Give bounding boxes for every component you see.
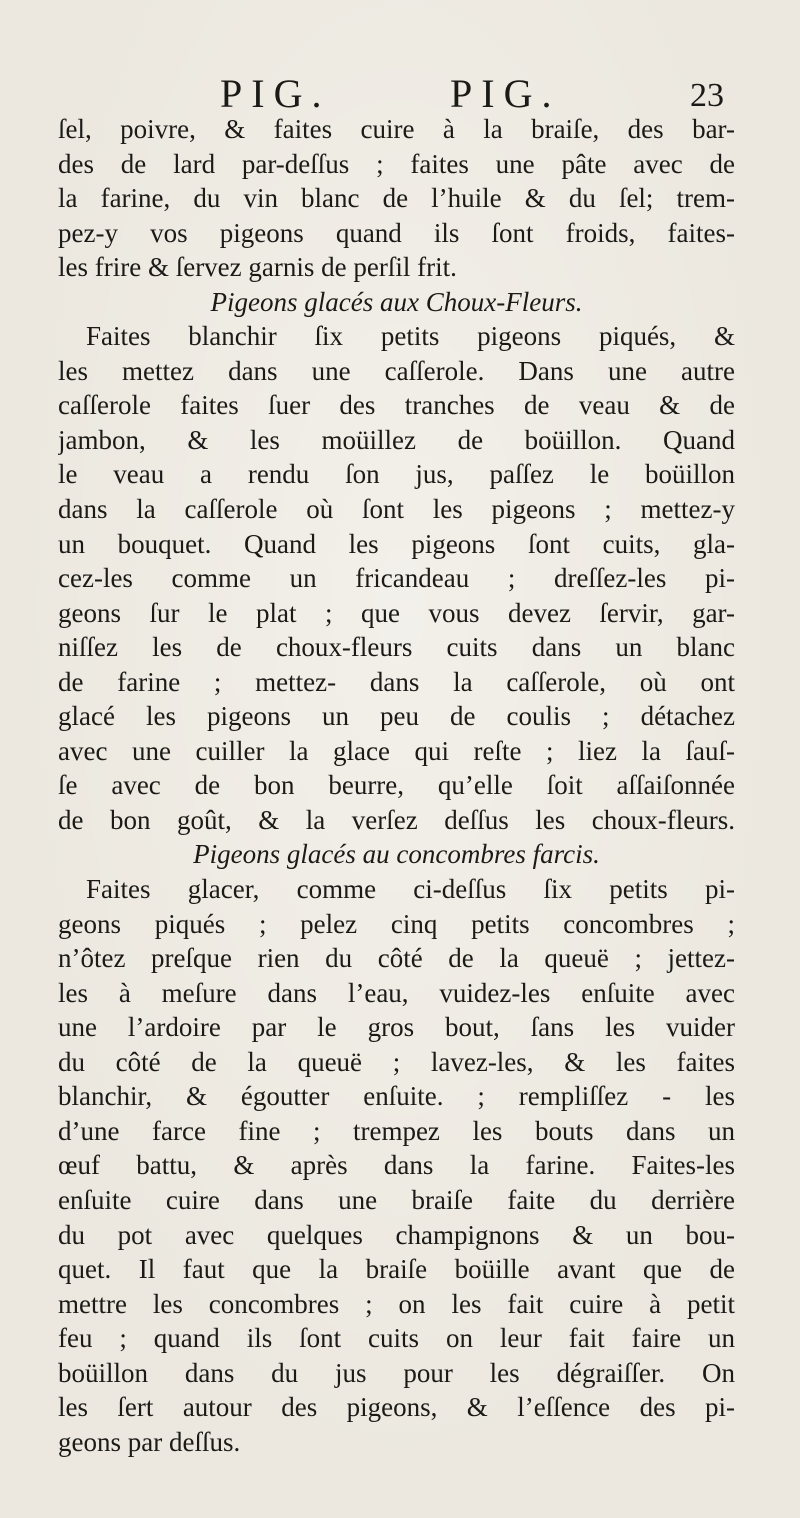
text-line: niſſez les de choux-fleurs cuits dans un blanc — [58, 632, 735, 663]
text-line: glacé les pigeons un peu de coulis ; détachez — [58, 701, 735, 732]
text-line: des de lard par-deſſus ; faites une pâte avec de — [58, 148, 735, 179]
text-line: d’une farce fine ; trempez les bouts dans un — [58, 1115, 735, 1146]
text-line: un bouquet. Quand les pigeons ſont cuits, gla- — [58, 528, 735, 559]
text-line: œuf battu, & après dans la farine. Faites-les — [58, 1150, 735, 1181]
text-line: du pot avec quelques champignons & un bou- — [58, 1219, 735, 1250]
text-line: cez-les comme un fricandeau ; dreſſez-les pi- — [58, 563, 735, 594]
text-line: n’ôtez preſque rien du côté de la queuë ; jettez- — [58, 943, 735, 974]
body-text — [58, 112, 735, 1459]
text-line: ſel, poivre, & faites cuire à la braiſe, des bar- — [58, 114, 735, 144]
text-line: dans la caſſerole où ſont les pigeons ; mettez-y — [58, 494, 735, 525]
text-line: les à meſure dans l’eau, vuidez-les enſuite avec — [58, 977, 735, 1008]
text-line: Faites glacer, comme ci-deſſus ſix petits pi- — [86, 874, 735, 905]
text-line: jambon, & les moüillez de boüillon. Quand — [58, 424, 735, 455]
text-line: pez-y vos pigeons quand ils ſont froids, faites- — [58, 217, 735, 248]
text-line: caſſerole faites ſuer des tranches de veau & de — [58, 390, 735, 421]
section-heading: Pigeons glacés au concombres farcis. — [193, 839, 600, 870]
text-line: ſe avec de bon beurre, qu’elle ſoit aſſaiſonnée — [58, 770, 735, 801]
text-line: mettre les concombres ; on les fait cuire à petit — [58, 1288, 735, 1319]
running-head-left: PIG. — [220, 71, 331, 116]
text-line: Faites blanchir ſix petits pigeons piqués, & — [86, 321, 735, 352]
text-line: geons ſur le plat ; que vous devez ſervir, gar- — [58, 597, 735, 628]
running-head-right: PIG. — [450, 71, 561, 116]
section-heading: Pigeons glacés aux Choux-Fleurs. — [210, 286, 583, 317]
text-line: blanchir, & égoutter enſuite. ; rempliſſez - les — [58, 1081, 735, 1112]
text-line: boüillon dans du jus pour les dégraiſſer. On — [58, 1357, 735, 1388]
text-line: enſuite cuire dans une braiſe faite du derrière — [58, 1184, 735, 1215]
text-line: de bon goût, & la verſez deſſus les choux-fleurs. — [58, 804, 735, 835]
text-line: le veau a rendu ſon jus, paſſez le boüillon — [58, 459, 735, 490]
text-line: geons piqués ; pelez cinq petits concombres ; — [58, 908, 735, 939]
text-line: de farine ; mettez- dans la caſſerole, où ont — [58, 666, 735, 697]
text-line: du côté de la queuë ; lavez-les, & les faites — [58, 1046, 735, 1077]
text-line: une l’ardoire par le gros bout, ſans les vuider — [58, 1012, 735, 1043]
text-line: la farine, du vin blanc de l’huile & du ſel; trem- — [58, 183, 735, 214]
text-line: les ſert autour des pigeons, & l’eſſence des pi- — [58, 1392, 735, 1423]
page-number: 23 — [690, 77, 724, 114]
text-line: avec une cuiller la glace qui reſte ; liez la ſauſ- — [58, 735, 735, 766]
text-line: geons par deſſus. — [58, 1426, 241, 1457]
text-line: quet. Il faut que la braiſe boüille avant que de — [58, 1254, 735, 1285]
text-line: feu ; quand ils ſont cuits on leur fait faire un — [58, 1323, 735, 1354]
text-line: les frire & ſervez garnis de perſil frit. — [58, 252, 457, 283]
text-line: les mettez dans une caſſerole. Dans une autre — [58, 355, 735, 386]
